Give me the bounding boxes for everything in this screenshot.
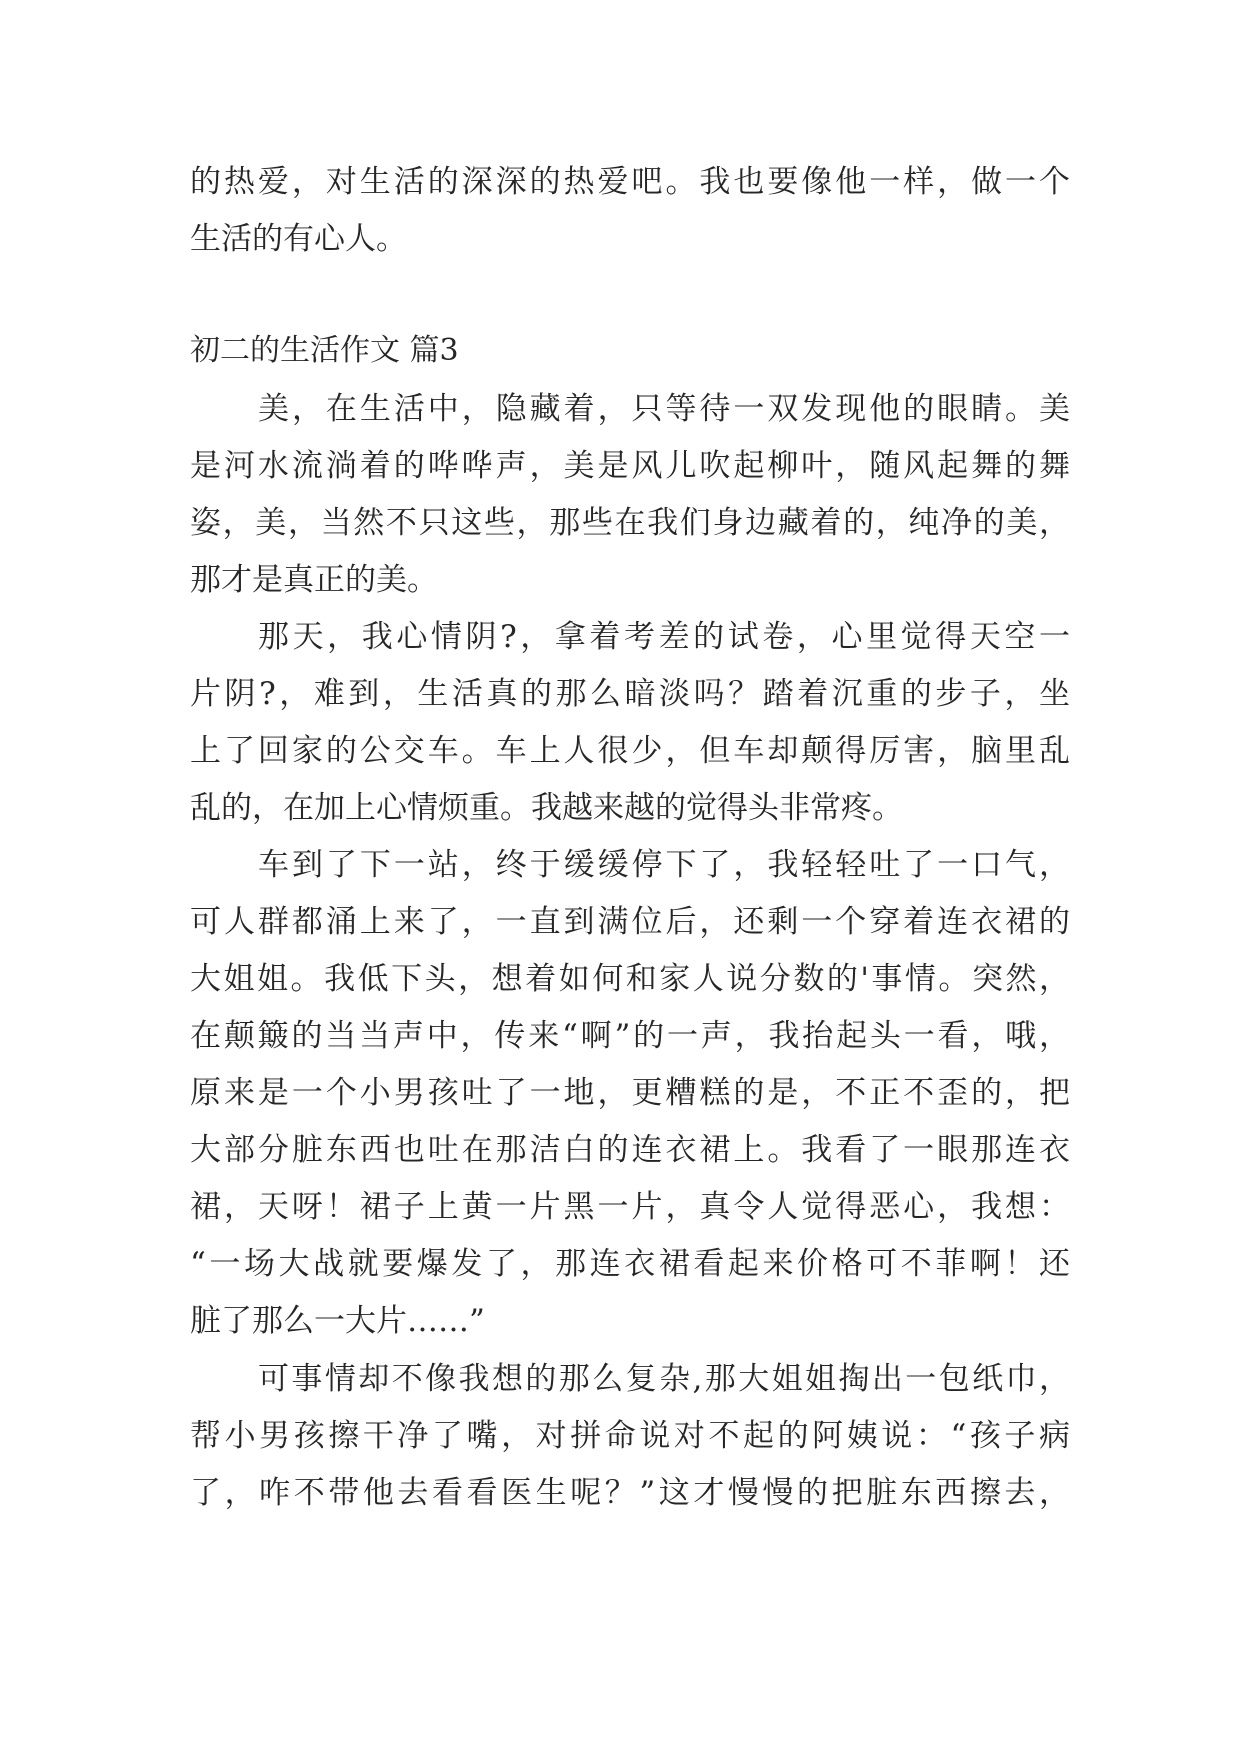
text-line: 乱的，在加上心情烦重。我越来越的觉得头非常疼。 xyxy=(190,790,903,826)
text-line: 上了回家的公交车。车上人很少，但车却颠得厉害，脑里乱 xyxy=(190,733,1070,769)
text-line: 那天，我心情阴?，拿着考差的试卷，心里觉得天空一 xyxy=(258,619,1070,655)
text-line: 了，咋不带他去看看医生呢？”这才慢慢的把脏东西擦去， xyxy=(190,1475,1070,1511)
text-line: 裙，天呀！裙子上黄一片黑一片，真令人觉得恶心，我想： xyxy=(190,1189,1070,1225)
text-line: 原来是一个小男孩吐了一地，更糟糕的是，不正不歪的，把 xyxy=(190,1075,1070,1111)
text-line: 那才是真正的美。 xyxy=(190,562,438,598)
text-line: “一场大战就要爆发了，那连衣裙看起来价格可不菲啊！还 xyxy=(190,1246,1070,1282)
text-line: 车到了下一站，终于缓缓停下了，我轻轻吐了一口气， xyxy=(258,847,1070,883)
text-line: 脏了那么一大片……” xyxy=(190,1303,485,1339)
text-line: 大部分脏东西也吐在那洁白的连衣裙上。我看了一眼那连衣 xyxy=(190,1132,1070,1168)
text-line: 大姐姐。我低下头，想着如何和家人说分数的'事情。突然， xyxy=(190,961,1070,997)
text-line: 在颠簸的当当声中，传来“啊”的一声，我抬起头一看，哦， xyxy=(190,1018,1070,1054)
text-line: 片阴?，难到，生活真的那么暗淡吗？踏着沉重的步子，坐 xyxy=(190,676,1070,712)
section-heading: 初二的生活作文 篇3 xyxy=(190,333,459,368)
text-line: 姿，美，当然不只这些，那些在我们身边藏着的，纯净的美， xyxy=(190,505,1070,541)
text-line: 生活的有心人。 xyxy=(190,221,407,257)
text-line: 可人群都涌上来了，一直到满位后，还剩一个穿着连衣裙的 xyxy=(190,904,1070,940)
text-line: 是河水流淌着的哗哗声，美是风儿吹起柳叶，随风起舞的舞 xyxy=(190,448,1070,484)
text-line: 的热爱，对生活的深深的热爱吧。我也要像他一样，做一个 xyxy=(190,164,1070,200)
text-line: 美，在生活中，隐藏着，只等待一双发现他的眼睛。美 xyxy=(258,391,1070,427)
text-line: 可事情却不像我想的那么复杂,那大姐姐掏出一包纸巾， xyxy=(258,1361,1070,1397)
text-line: 帮小男孩擦干净了嘴，对拼命说对不起的阿姨说：“孩子病 xyxy=(190,1418,1070,1454)
